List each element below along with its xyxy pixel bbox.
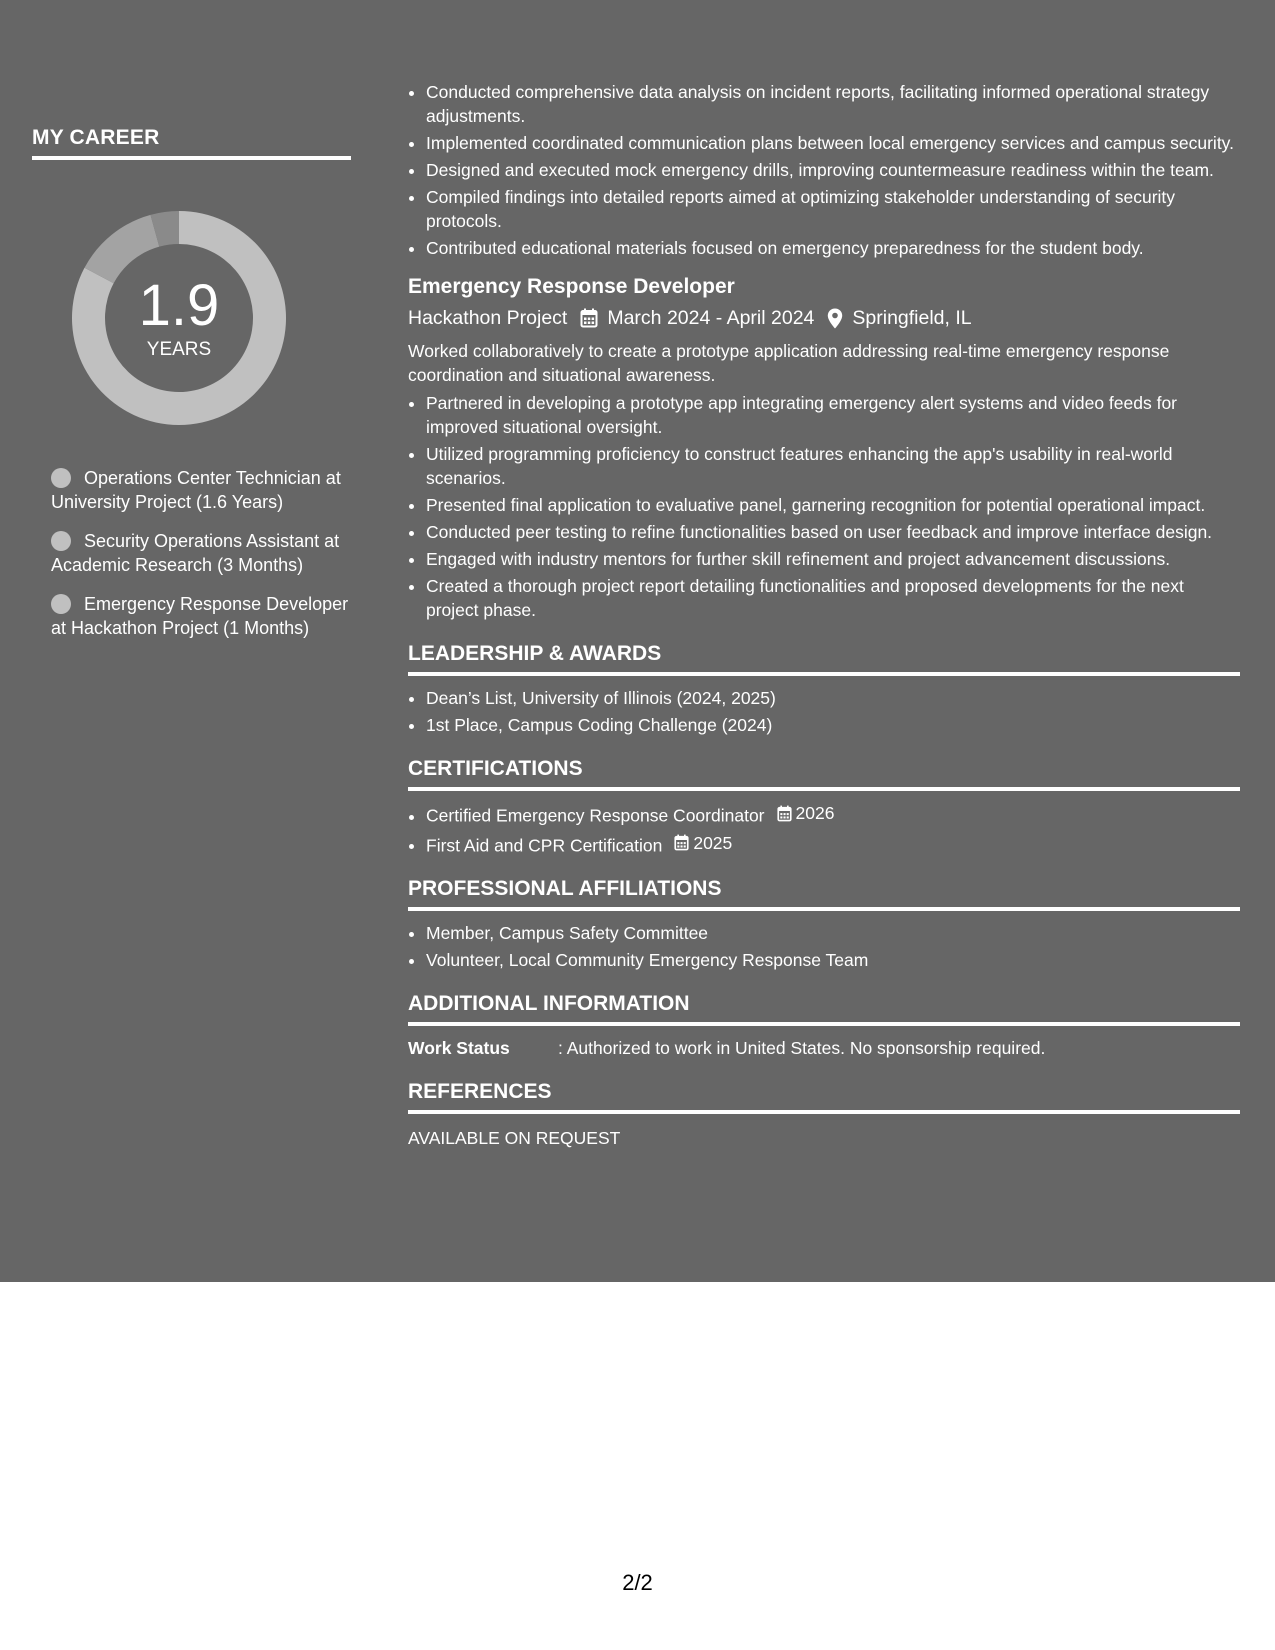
bullet-item: • Engaged with industry mentors for further skill refinement and project advancement discussions. [426,547,1240,571]
career-legend-item [51,529,351,577]
job-bullets [408,391,1240,622]
certification-item [426,801,1240,828]
bullet-item: • Utilized programming proficiency to construct features enhancing the app's usability in real-world scenarios. [426,442,1240,490]
career-legend-label: Security Operations Assistant at Academic Research (3 Months) [51,531,340,575]
references-heading: REFERENCES [408,1078,1240,1114]
references-text: AVAILABLE ON REQUEST [408,1128,621,1148]
certifications-list [408,801,1240,857]
legend-dot-icon [51,468,71,488]
job-meta [408,303,1240,333]
job-dates: March 2024 - April 2024 [607,307,815,329]
bullet-item: • Created a thorough project report detailing functionalities and proposed developments for the next project phase. [426,574,1240,622]
certifications-heading: CERTIFICATIONS [408,755,1240,791]
bullet-item: • Presented final application to evaluative panel, garnering recognition for potential operational impact. [426,493,1240,517]
career-legend-item [51,592,351,640]
additional-info-heading: ADDITIONAL INFORMATION [408,990,1240,1026]
calendar-icon [777,805,796,822]
certification-name: First Aid and CPR Certification [426,835,663,855]
certification-name: Certified Emergency Response Coordinator [426,805,765,826]
affiliation-item: • Volunteer, Local Community Emergency Response Team [426,948,1240,972]
award-item: • Dean’s List, University of Illinois (2024, 2025) [426,686,1240,710]
calendar-icon [580,308,598,328]
work-status-row [408,1036,1240,1060]
career-legend-item [51,466,351,514]
certification-item [426,831,1240,858]
affiliations-list [408,921,1240,972]
years-label: YEARS [146,339,212,360]
total-years-value: 1.9 [138,273,220,338]
previous-job-bullets [408,80,1240,260]
job-location: Springfield, IL [852,307,972,329]
career-legend-label: Emergency Response Developer at Hackathon Project (1 Months) [51,594,349,638]
leadership-list [408,686,1240,737]
right-column [408,80,1240,1150]
leadership-heading: LEADERSHIP & AWARDS [408,640,1240,676]
career-donut-chart [66,205,292,431]
affiliations-heading: PROFESSIONAL AFFILIATIONS [408,875,1240,911]
certification-year: 2025 [693,832,733,853]
job-company: Hackathon Project [408,307,568,329]
award-item: • 1st Place, Campus Coding Challenge (2024) [426,713,1240,737]
bullet-item: • Partnered in developing a prototype app integrating emergency alert systems and video feeds for improved situational oversight. [426,391,1240,439]
bullet-item: • Implemented coordinated communication plans between local emergency services and campus security. [426,131,1240,155]
bullet-item: • Compiled findings into detailed reports aimed at optimizing stakeholder understanding of security protocols. [426,185,1240,233]
job-title: Emergency Response Developer [408,275,735,298]
calendar-icon [674,834,693,851]
certification-date [674,831,732,855]
bullet-item: • Conducted peer testing to refine functionalities based on user feedback and improve interface design. [426,520,1240,544]
affiliation-item: • Member, Campus Safety Committee [426,921,1240,945]
career-legend [51,466,351,655]
bullet-item: • Designed and executed mock emergency drills, improving countermeasure readiness within the team. [426,158,1240,182]
certification-year: 2026 [795,803,835,823]
legend-dot-icon [51,594,71,614]
job-description: Worked collaboratively to create a prototype application addressing real-time emergency response coordination and situational awareness. [408,341,1170,385]
career-section-title: MY CAREER [32,126,351,160]
location-pin-icon [827,308,843,329]
certification-date [777,801,835,825]
work-status-value: : Authorized to work in United States. No sponsorship required. [558,1038,1046,1058]
bullet-item: • Conducted comprehensive data analysis on incident reports, facilitating informed operational strategy adjustments. [426,80,1240,128]
page-number: 2/2 [622,1570,653,1595]
work-status-label: Work Status [408,1038,510,1058]
bullet-item: • Contributed educational materials focused on emergency preparedness for the student body. [426,236,1240,260]
legend-dot-icon [51,531,71,551]
career-legend-label: Operations Center Technician at University Project (1.6 Years) [51,468,341,512]
